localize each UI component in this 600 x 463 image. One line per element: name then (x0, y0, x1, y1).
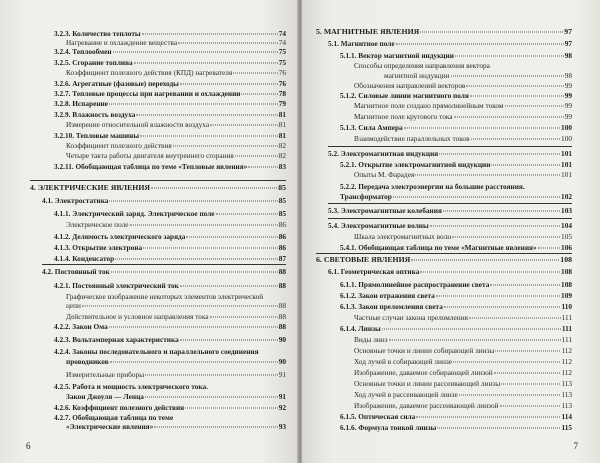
toc-entry[interactable]: Взаимодействие параллельных токов 100 (354, 134, 572, 143)
toc-entry[interactable]: 6.1. Геометрическая оптика 108 (328, 267, 572, 276)
toc-entry[interactable]: 3.2.6. Агрегатные (фазовые) переходы 76 (54, 79, 286, 88)
toc-entry[interactable]: Ход лучей в собирающей линзе 112 (354, 357, 572, 366)
toc-entry[interactable]: 6.1.3. Закон преломления света 110 (340, 302, 572, 311)
toc-entry[interactable]: 4.1.2. Делимость электрического заряда 86 (54, 232, 286, 241)
toc-entry[interactable]: магнитной индукции 98 (384, 71, 572, 80)
toc-entry[interactable]: 6.1.1. Прямолинейное распространение света 108 (340, 280, 572, 289)
section-divider (42, 264, 286, 265)
toc-entry[interactable]: 4.2.3. Вольтамперная характеристика 90 (54, 335, 286, 344)
section-divider (328, 203, 572, 204)
toc-entry[interactable]: 3.2.8. Испарение 79 (54, 99, 286, 108)
toc-entry[interactable]: 3.2.10. Тепловые машины 81 (54, 131, 286, 140)
left-page (0, 0, 298, 463)
toc-entry[interactable]: Обозначения направлений векторов 99 (354, 81, 572, 90)
section-divider (328, 146, 572, 147)
toc-entry[interactable]: 3.2.9. Влажность воздуха 81 (54, 110, 286, 119)
toc-entry[interactable]: 6.1.5. Оптическая сила 114 (340, 412, 572, 421)
toc-entry[interactable]: 5.3. Электромагнитные колебания 103 (328, 206, 572, 215)
toc-entry-wrapped[interactable]: 5.2.2. Передача электроэнергии на большие расстояния. (340, 182, 525, 191)
toc-entry-wrapped[interactable]: 4.2.5. Работа и мощность электрического тока. (54, 382, 208, 391)
page-number: 6 (26, 441, 31, 451)
toc-entry[interactable]: 4.1. Электростатика 85 (42, 196, 286, 205)
toc-entry[interactable]: Шкала электромагнитных волн 105 (354, 232, 572, 241)
toc-entry[interactable]: Электрическое поле 86 (66, 220, 286, 229)
toc-entry[interactable]: Магнитное поле кругового тока 99 (354, 112, 572, 121)
toc-entry[interactable]: Изображение, даваемое собирающей линзой 112 (354, 368, 572, 377)
toc-entry[interactable]: Виды линз 111 (354, 335, 572, 344)
toc-entry[interactable]: Частные случаи закона преломления 111 (354, 313, 572, 322)
toc-entry[interactable]: Действительное и условное направления тока 88 (66, 312, 286, 321)
toc-entry[interactable]: 4.2. Постоянный ток 88 (42, 267, 286, 276)
toc-entry[interactable]: 5.4. Электромагнитные волны 104 (328, 221, 572, 230)
toc-entry[interactable]: 3.2.4. Теплообмен 75 (54, 47, 286, 56)
toc-entry[interactable]: 3.2.5. Сгорание топлива 75 (54, 58, 286, 67)
chapter-entry[interactable]: 6. СВЕТОВЫЕ ЯВЛЕНИЯ 108 (316, 255, 572, 264)
toc-entry[interactable]: 5.1.2. Силовые линии магнитного поля 99 (340, 91, 572, 100)
toc-entry[interactable]: Четыре такта работы двигателя внутреннего сгорания 82 (66, 151, 286, 160)
toc-entry[interactable]: Ход лучей в рассеивающей линзе 113 (354, 390, 572, 399)
section-divider (316, 253, 572, 254)
toc-entry[interactable]: 5.4.1. Обобщающая таблица по теме «Магнитные явления» 106 (340, 243, 572, 252)
toc-entry[interactable]: Изображение, даваемое рассеивающей линзой 113 (354, 401, 572, 410)
section-divider (30, 180, 286, 181)
toc-entry[interactable]: цепи 88 (66, 301, 286, 310)
toc-entry[interactable]: Основные точки и линии рассеивающей линзы 113 (354, 379, 572, 388)
toc-entry[interactable]: 3.2.7. Тепловые процессы при нагревании и охлаждении 78 (54, 89, 286, 98)
right-page (302, 0, 600, 463)
toc-entry[interactable]: 5.2. Электромагнитная индукция 101 (328, 149, 572, 158)
toc-entry[interactable]: Трансформатор 102 (340, 192, 572, 201)
page-number: 7 (573, 441, 578, 451)
toc-entry[interactable]: Опыты М. Фарадея 101 (354, 170, 572, 179)
toc-entry[interactable]: 3.2.3. Количество теплоты 74 (54, 29, 286, 38)
toc-entry[interactable]: Магнитное поле создано прямолинейным током 99 (354, 101, 572, 110)
toc-entry[interactable]: Нагревание и охлаждение вещества 74 (66, 38, 286, 47)
toc-entry-wrapped[interactable]: 4.2.7. Обобщающая таблица по теме (54, 413, 174, 422)
toc-entry[interactable]: 5.1. Магнитное поле 97 (328, 39, 572, 48)
toc-entry-wrapped[interactable]: Способы определения направления вектора (354, 61, 490, 70)
section-divider (328, 218, 572, 219)
toc-entry[interactable]: 6.1.4. Линзы 111 (340, 324, 572, 333)
toc-entry[interactable]: 5.1.3. Сила Ампера 100 (340, 123, 572, 132)
toc-entry[interactable]: 5.1.1. Вектор магнитной индукции 98 (340, 51, 572, 60)
toc-entry[interactable]: Измерение относительной влажности воздуха 81 (66, 120, 286, 129)
toc-entry[interactable]: 6.1.2. Закон отражения света 109 (340, 291, 572, 300)
toc-entry[interactable]: 4.1.4. Конденсатор 87 (54, 254, 286, 263)
toc-entry[interactable]: Коэффициент полезного действия 82 (66, 141, 286, 150)
toc-entry[interactable]: проводников 90 (66, 357, 286, 366)
toc-entry[interactable]: 6.1.6. Формула тонкой линзы 115 (340, 423, 572, 432)
toc-entry[interactable]: 4.2.2. Закон Ома 88 (54, 322, 286, 331)
chapter-entry[interactable]: 5. МАГНИТНЫЕ ЯВЛЕНИЯ 97 (316, 27, 572, 36)
toc-entry-wrapped[interactable]: 4.2.4. Законы последовательного и параллельного соединения (54, 347, 259, 356)
toc-entry[interactable]: Измерительные приборы 91 (66, 370, 286, 379)
toc-entry[interactable]: 4.2.1. Постоянный электрический ток 88 (54, 281, 286, 290)
toc-entry[interactable]: Закон Джоуля — Ленца 91 (66, 392, 286, 401)
toc-entry[interactable]: 4.1.3. Открытие электрона 86 (54, 243, 286, 252)
toc-entry[interactable]: 4.2.6. Коэффициент полезного действия 92 (54, 403, 286, 412)
toc-entry[interactable]: Коэффициент полезного действия (КПД) нагревателя 76 (66, 68, 286, 77)
toc-entry[interactable]: 4.1.1. Электрический заряд. Электрическое поле 85 (54, 209, 286, 218)
toc-entry[interactable]: 3.2.11. Обобщающая таблица по теме «Тепловые явления» 83 (54, 162, 286, 171)
chapter-entry[interactable]: 4. ЭЛЕКТРИЧЕСКИЕ ЯВЛЕНИЯ 85 (30, 183, 286, 192)
toc-entry[interactable]: «Электрические явления» 93 (66, 422, 286, 431)
toc-entry[interactable]: 5.2.1. Открытие электромагнитной индукции 101 (340, 160, 572, 169)
toc-entry-wrapped[interactable]: Графическое изображение некоторых элементов электрической (66, 292, 264, 301)
toc-entry[interactable]: Основные точки и линии собирающей линзы 112 (354, 346, 572, 355)
